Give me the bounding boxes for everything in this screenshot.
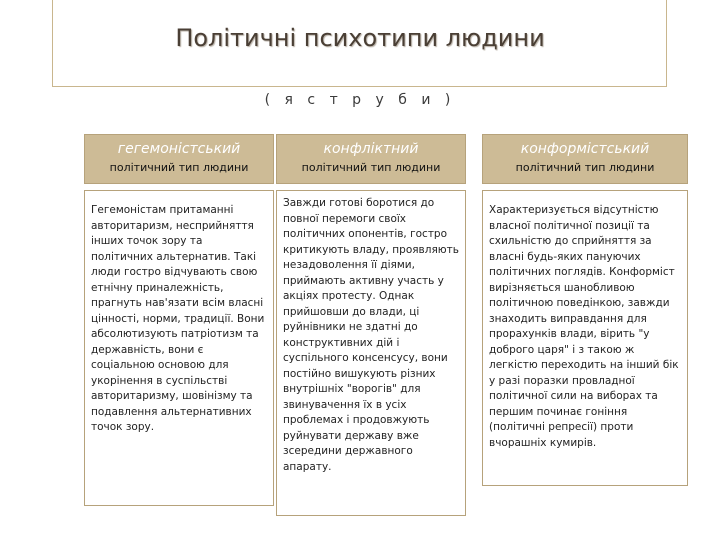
column-description: Гегемоністам притаманні авторитаризм, несприйняття інших точок зору та політичних альтернатив. Такі люди гостро відчувають свою етнічну приналежність, прагнуть нав'язати всім власні цінності, норми, традиції. Вони абсолютизують патріотизм та державність, вони є соціальною основою для укорінення в суспільстві авторитаризму, шовінізму та подавлення альтернативних точок зору. — [84, 190, 274, 506]
column-subheading: політичний тип людини — [515, 161, 655, 174]
column-description: Характеризується відсутністю власної політичної позиції та схильністю до сприйняття за власні будь-яких пануючих політичних поглядів. Конформіст вирізняється шанобливою політичною поведінкою, завжди знаходить виправдання для прорахунків влади, вірить "у доброго царя" і з такою ж легкістю переходить на інший бік у разі поразки провладної політичної сили на виборах та першим починає гоніння (політичні репресії) проти вчорашніх кумирів. — [482, 190, 688, 486]
column-subheading: політичний тип людини — [301, 161, 441, 174]
column-heading: конформістський — [520, 141, 650, 157]
column-subheading: політичний тип людини — [109, 161, 249, 174]
column-heading: гегемоністський — [117, 141, 241, 157]
column-description: Завжди готові боротися до повної перемоги своїх політичних опонентів, гостро критикують владу, проявляють незадоволення її діями, приймають активну участь у акціях протесту. Однак прийшовши до влади, ці руйнівники не здатні до конструктивних дій і суспільного консенсусу, вони постійно вишукують різних внутрішніх "ворогів" для звинувачення їх в усіх проблемах і продовжують руйнувати державу вже зсередини державного апарату. — [276, 190, 466, 516]
title-frame-bottom-line — [52, 86, 667, 87]
column-header — [276, 134, 466, 184]
column-heading: конфліктний — [323, 141, 419, 157]
page-subtitle: ( я с т р у б и ) — [264, 92, 456, 108]
page-title: Політичні психотипи людини — [175, 24, 545, 52]
column-header — [84, 134, 274, 184]
column-header — [482, 134, 688, 184]
